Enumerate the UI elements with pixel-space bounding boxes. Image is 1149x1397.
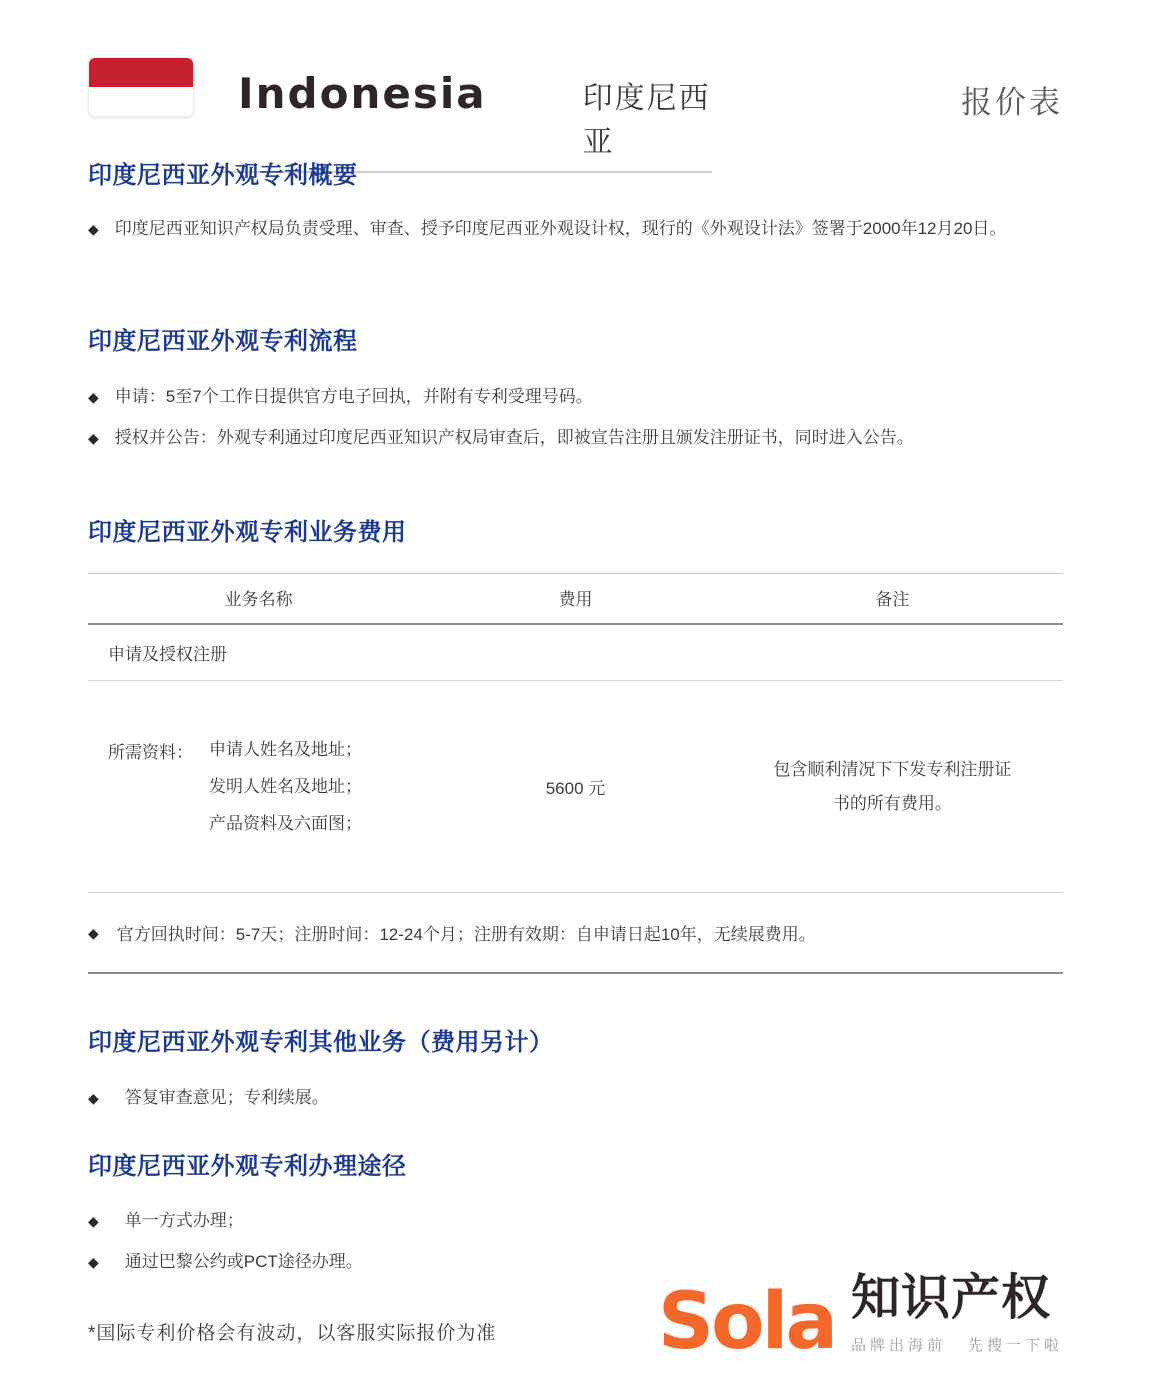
bullet-item [88, 1086, 1063, 1110]
fee-amount-cell: 5600 元 [545, 779, 606, 798]
bullet-text: 答复审查意见；专利续展。 [124, 1088, 329, 1107]
diamond-bullet-icon: ◆ [88, 924, 99, 941]
section-other-bullets [88, 1086, 1063, 1110]
bullet-text: 通过巴黎公约或PCT途径办理。 [124, 1252, 363, 1271]
section-process-title: 印度尼西亚外观专利流程 [88, 328, 358, 355]
section-channels-title: 印度尼西亚外观专利办理途径 [88, 1153, 407, 1180]
fee-table-footnote-row [88, 893, 1063, 974]
bullet-text: 申请：5至7个工作日提供官方电子回执，并附有专利受理号码。 [114, 387, 593, 406]
section-channels-bullets [88, 1209, 1063, 1274]
fee-table-group-row: 申请及授权注册 [88, 625, 1063, 681]
logo-tagline-left: 品牌出海前 [851, 1337, 947, 1354]
section-overview-bullets [88, 217, 1063, 241]
bullet-text: 印度尼西亚知识产权局负责受理、审查、授予印度尼西亚外观设计权，现行的《外观设计法》签署于2000年12月20日。 [114, 219, 1007, 238]
page-header [88, 55, 1063, 159]
fee-table-header-cost: 费用 [558, 590, 593, 609]
diamond-bullet-icon: ◆ [88, 389, 99, 405]
material-item: 发明人姓名及地址； [209, 776, 362, 796]
diamond-bullet-icon: ◆ [88, 221, 99, 237]
logo-right-block [851, 1271, 1063, 1355]
flag-white-band [89, 87, 193, 116]
price-disclaimer: *国际专利价格会有波动，以客服实际报价为准 [88, 1323, 497, 1344]
fee-footnote-text: 官方回执时间：5-7天；注册时间：12-24个月；注册有效期：自申请日起10年，无续展费用。 [116, 925, 816, 944]
diamond-bullet-icon: ◆ [88, 430, 99, 446]
material-item: 申请人姓名及地址； [209, 739, 362, 759]
fee-table-header-service: 业务名称 [224, 590, 293, 609]
sola-brand-wordmark: Sola [657, 1277, 835, 1368]
fee-table [88, 573, 1063, 974]
logo-suffix-text: 知识产权 [851, 1271, 1052, 1325]
section-other-title: 印度尼西亚外观专利其他业务（费用另计） [88, 1029, 554, 1056]
required-materials-cell [88, 738, 429, 836]
country-name-english: Indonesia [238, 69, 487, 118]
sola-logo [657, 1271, 1063, 1368]
bullet-item [88, 385, 1063, 409]
bullet-item [88, 1209, 1063, 1233]
bullet-item [88, 426, 1063, 450]
diamond-bullet-icon: ◆ [88, 1254, 99, 1270]
section-other-services [88, 1022, 1063, 1110]
diamond-bullet-icon: ◆ [88, 1213, 99, 1229]
material-item: 产品资料及六面图； [209, 813, 362, 833]
fee-table-body-row [88, 681, 1063, 893]
required-materials-label: 所需资料： [108, 742, 193, 762]
logo-tagline-right: 先搜一下啦 [967, 1337, 1063, 1354]
indonesia-flag-icon [88, 57, 194, 117]
section-overview [88, 155, 1063, 241]
section-fees [88, 512, 1063, 974]
document-type-label: 报价表 [961, 85, 1063, 120]
section-fees-title: 印度尼西亚外观专利业务费用 [88, 519, 407, 546]
fee-note-cell: 包含顺利清况下下发专利注册证书的所有费用。 [773, 759, 1012, 813]
logo-tagline [851, 1334, 1063, 1355]
country-name-chinese: 印度尼西亚 [582, 82, 711, 159]
flag-red-band [89, 58, 193, 87]
required-materials-list [209, 738, 362, 836]
section-process [88, 321, 1063, 450]
bullet-text: 单一方式办理； [124, 1211, 244, 1230]
section-overview-title: 印度尼西亚外观专利概要 [88, 162, 358, 189]
page-footer [88, 1271, 1063, 1368]
fee-table-header-note: 备注 [875, 590, 910, 609]
diamond-bullet-icon: ◆ [88, 1090, 99, 1106]
bullet-item [88, 217, 1063, 241]
section-process-bullets [88, 385, 1063, 450]
fee-table-header-row [88, 574, 1063, 625]
bullet-text: 授权并公告：外观专利通过印度尼西亚知识产权局审查后，即被宣告注册且颁发注册证书，同时进入公告。 [114, 428, 914, 447]
section-filing-channels [88, 1146, 1063, 1274]
